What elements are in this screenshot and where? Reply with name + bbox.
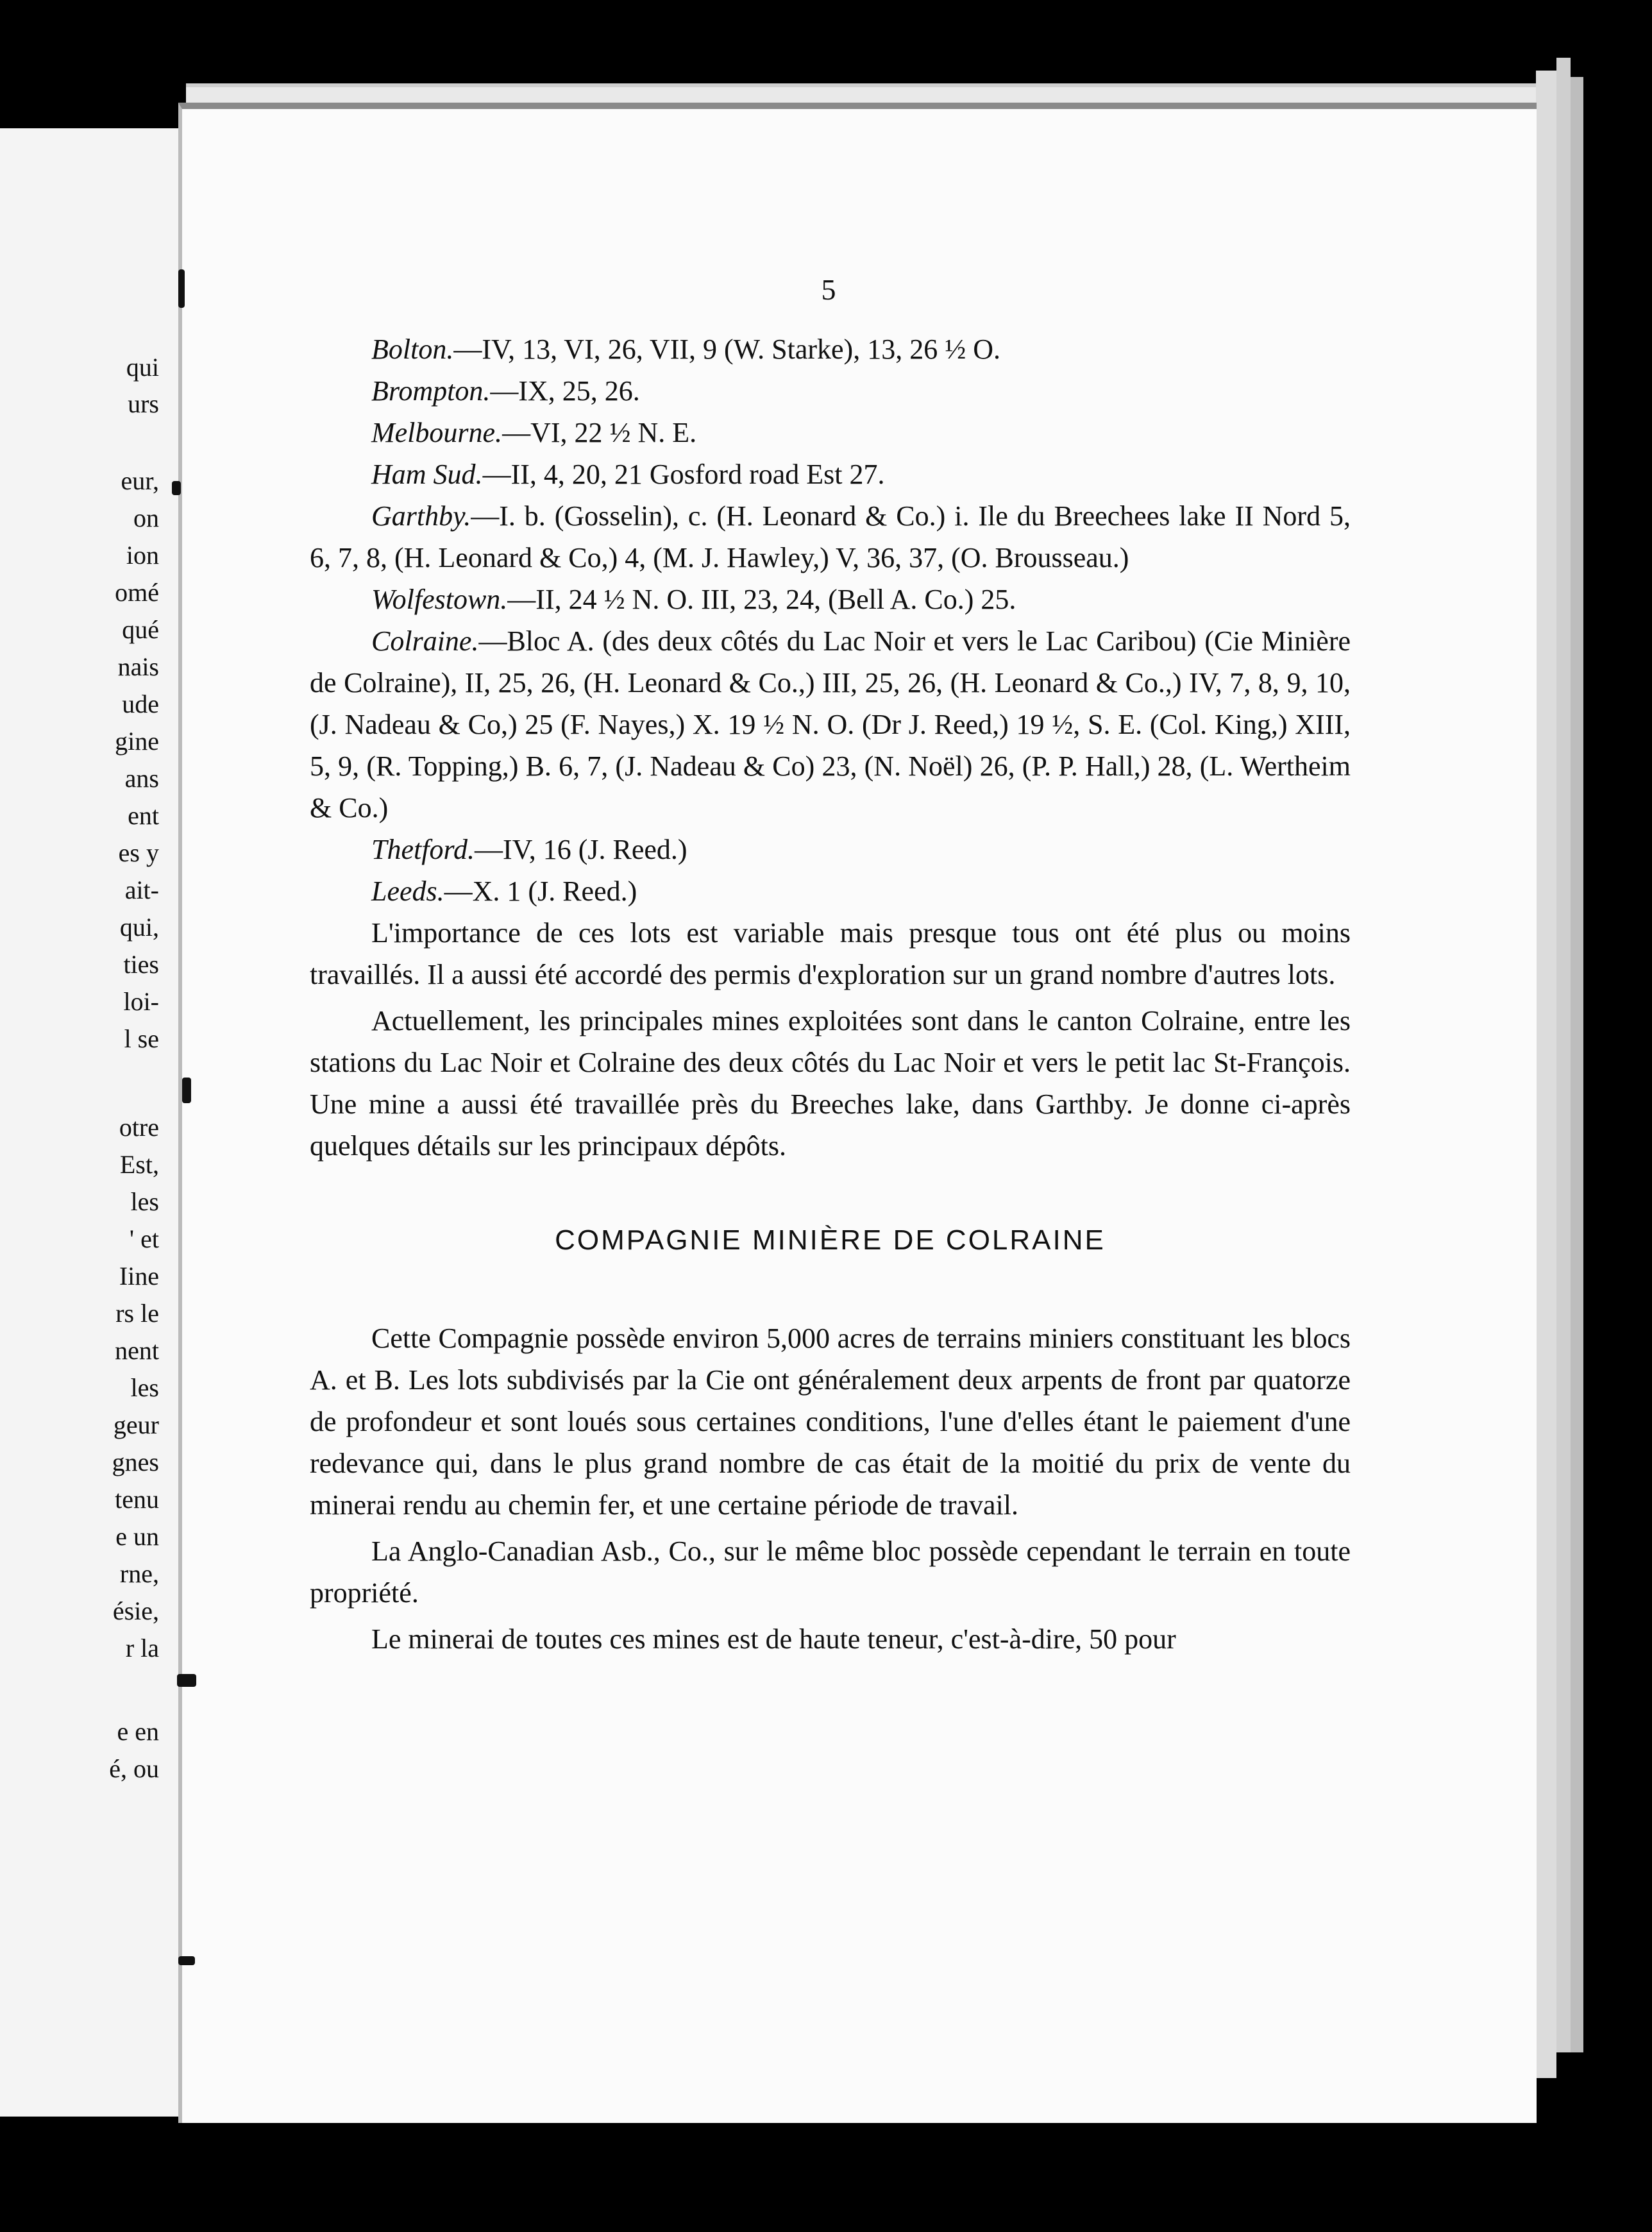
location-name: Ham Sud.	[371, 459, 483, 490]
left-fragment: tenu	[115, 1485, 159, 1514]
location-entry	[310, 870, 1351, 912]
location-name: Colraine.	[371, 625, 479, 657]
body-paragraph: Actuellement, les principales mines exploitées sont dans le canton Colraine, entre les stations du Lac Noir et Colraine des deux côtés du Lac Noir et vers le petit lac St-François. Une mine a aussi été travaillée près du Breeches lake, dans Garthby. Je donne ci-après quelques détails sur les principaux dépôts.	[310, 1005, 1351, 1162]
page-stack-edge	[1536, 71, 1556, 2078]
left-fragment: qui,	[119, 913, 159, 942]
left-fragment: ' et	[129, 1224, 159, 1253]
location-entry	[310, 328, 1351, 370]
location-name: Bolton.	[371, 334, 454, 365]
left-fragment: ans	[124, 764, 159, 793]
location-name: Brompton.	[371, 375, 491, 407]
left-fragment: Iine	[119, 1262, 159, 1290]
location-name: Garthby.	[371, 500, 471, 532]
left-fragment: Est,	[119, 1150, 159, 1179]
left-fragment: ties	[123, 950, 159, 979]
page-stack-edge	[1571, 77, 1583, 2052]
left-fragment: ait-	[124, 875, 159, 904]
location-entry	[310, 579, 1351, 620]
location-lots: —VI, 22 ½ N. E.	[502, 417, 697, 448]
binding-mark	[172, 481, 181, 495]
left-fragment: geur	[113, 1410, 159, 1439]
left-fragment: otre	[119, 1113, 159, 1142]
binding-mark	[182, 1078, 191, 1103]
location-name: Thetford.	[371, 834, 475, 865]
location-lots: —IV, 16 (J. Reed.)	[474, 834, 687, 865]
left-fragment: urs	[128, 389, 159, 418]
left-fragment: qué	[122, 615, 159, 644]
body-paragraph: Le minerai de toutes ces mines est de haute teneur, c'est-à-dire, 50 pour	[371, 1623, 1176, 1655]
location-entry	[310, 829, 1351, 870]
location-name: Wolfestown.	[371, 584, 508, 615]
location-name: Leeds.	[371, 875, 444, 907]
binding-mark	[177, 1674, 196, 1687]
left-fragment: eur,	[121, 466, 159, 495]
left-fragment: gnes	[112, 1448, 159, 1476]
location-entry	[310, 620, 1351, 829]
location-lots: —IV, 13, VI, 26, VII, 9 (W. Starke), 13, 26 ½ O.	[453, 334, 1000, 365]
left-fragment: les	[130, 1373, 159, 1402]
location-lots: —Bloc A. (des deux côtés du Lac Noir et vers le Lac Caribou) (Cie Minière de Colraine), II, 25, 26, (H. Leonard & Co.,) III, 25, 26, (H. Leonard & Co.,) IV, 7, 8, 9, 10, (J. Nadeau & Co,) 25 (F. Nayes,) X. 19 ½ N. O. (Dr J. Reed,) 19 ½, S. E. (Col. King,) XIII, 5, 9, (R. Topping,) B. 6, 7, (J. Nadeau & Co) 23, (N. Noël) 26, (P. P. Hall,) 28, (L. Wertheim & Co.)	[310, 625, 1351, 824]
body-paragraph: La Anglo-Canadian Asb., Co., sur le même bloc possède cependant le terrain en toute propriété.	[310, 1535, 1351, 1609]
body-paragraph: Cette Compagnie possède environ 5,000 acres de terrains miniers constituant les blocs A. et B. Les lots subdivisés par la Cie ont généralement deux arpents de front par quatorze de profondeur et sont loués sous certaines conditions, l'une d'elles étant le paiement d'une redevance qui, dans le plus grand nombre de cas était de la moitié du prix de vente du minerai rendu au chemin fer, et une certaine période de travail.	[310, 1323, 1351, 1521]
section-heading: COMPAGNIE MINIÈRE DE COLRAINE	[555, 1224, 1106, 1256]
left-fragment: gine	[115, 727, 159, 756]
left-fragment: loi-	[123, 987, 159, 1016]
left-fragment: on	[133, 503, 159, 532]
body-paragraph: L'importance de ces lots est variable mais presque tous ont été plus ou moins travaillés. Il a aussi été accordé des permis d'exploration sur un grand nombre d'autres lots.	[310, 917, 1351, 990]
left-fragment: ude	[122, 689, 159, 718]
location-lots: —IX, 25, 26.	[490, 375, 640, 407]
left-fragment: é, ou	[109, 1754, 159, 1783]
left-fragment: rs le	[115, 1299, 159, 1328]
location-name: Melbourne.	[371, 417, 503, 448]
left-fragment: nent	[115, 1336, 159, 1365]
left-fragment: rne,	[119, 1559, 159, 1588]
binding-mark	[178, 269, 185, 308]
location-entry	[310, 412, 1351, 453]
left-fragment: r la	[125, 1634, 159, 1662]
left-fragment: e un	[115, 1522, 159, 1551]
left-fragment: nais	[117, 652, 159, 681]
binding-mark	[178, 1956, 195, 1965]
location-entry	[310, 370, 1351, 412]
left-fragment: e en	[117, 1717, 159, 1746]
location-entry	[310, 453, 1351, 495]
left-fragment: ion	[126, 541, 159, 570]
left-fragment: l se	[124, 1024, 159, 1053]
location-lots: —II, 24 ½ N. O. III, 23, 24, (Bell A. Co.) 25.	[507, 584, 1016, 615]
left-fragment: les	[130, 1187, 159, 1216]
left-page	[0, 128, 192, 2117]
location-lots: —I. b. (Gosselin), c. (H. Leonard & Co.) i. Ile du Breechees lake II Nord 5, 6, 7, 8, (H. Leonard & Co,) 4, (M. J. Hawley,) V, 36, 37, (O. Brousseau.)	[310, 500, 1351, 573]
page-stack-edge	[1556, 58, 1571, 2052]
location-lots: —X. 1 (J. Reed.)	[444, 875, 637, 907]
left-fragment: qui	[126, 353, 159, 382]
page-number: 5	[821, 273, 836, 306]
location-entry	[310, 495, 1351, 579]
left-fragment: omé	[115, 578, 159, 607]
left-fragment: ent	[128, 801, 159, 830]
left-fragment: ésie,	[112, 1596, 159, 1625]
location-lots: —II, 4, 20, 21 Gosford road Est 27.	[482, 459, 885, 490]
left-fragment: es y	[118, 838, 159, 867]
page-body	[310, 328, 1351, 1664]
